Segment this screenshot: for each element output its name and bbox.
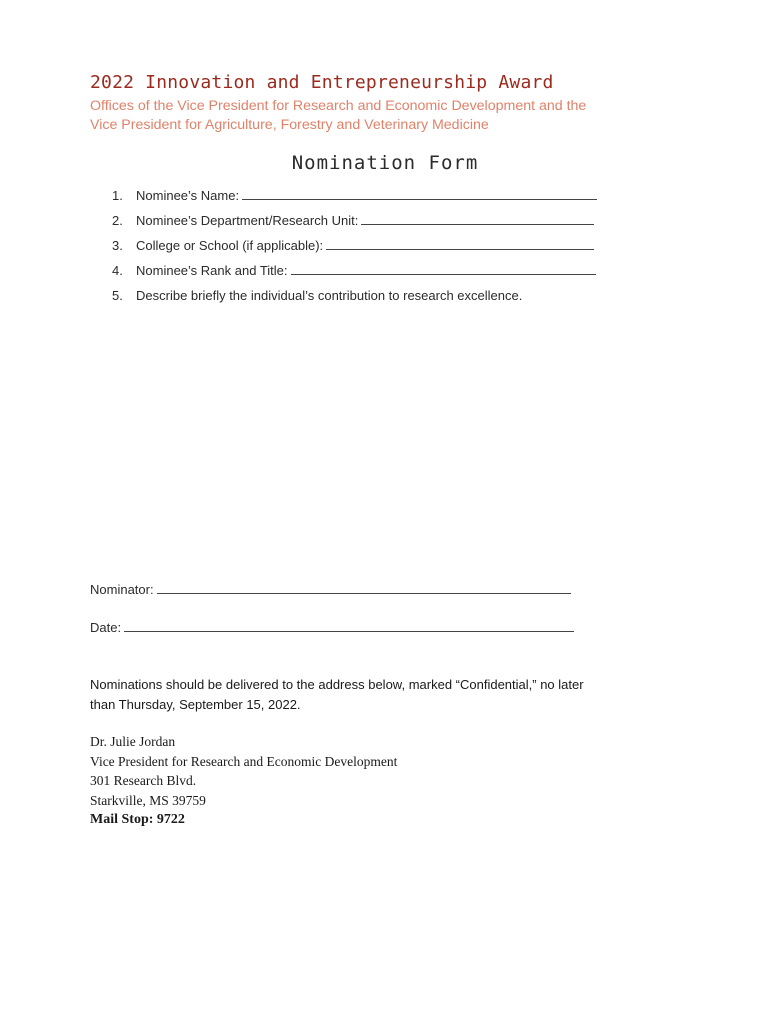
field-nominee-rank bbox=[112, 261, 597, 286]
nominee-name-line[interactable] bbox=[242, 186, 597, 200]
offices-line-2: Vice President for Agriculture, Forestry and Veterinary Medicine bbox=[90, 116, 489, 133]
nominee-department-line[interactable] bbox=[361, 211, 594, 225]
field-number: 3. bbox=[112, 238, 123, 253]
nomination-fields-list bbox=[112, 186, 597, 311]
nominator-line[interactable] bbox=[157, 580, 571, 594]
address-name: Dr. Julie Jordan bbox=[90, 734, 176, 749]
field-nominee-name bbox=[112, 186, 597, 211]
date-row bbox=[90, 618, 574, 635]
nominator-label: Nominator: bbox=[90, 582, 154, 597]
field-label: Nominee’s Name: bbox=[136, 188, 240, 203]
address-street: 301 Research Blvd. bbox=[90, 773, 197, 788]
college-school-line[interactable] bbox=[326, 236, 594, 250]
offices-subtitle bbox=[90, 97, 690, 134]
field-nominee-department bbox=[112, 211, 597, 236]
address-city: Starkville, MS 39759 bbox=[90, 792, 206, 808]
nominee-rank-line[interactable] bbox=[291, 261, 596, 275]
delivery-notice bbox=[90, 675, 690, 714]
field-label: College or School (if applicable): bbox=[136, 238, 324, 253]
mailing-address bbox=[90, 732, 397, 830]
field-label: Nominee’s Department/Research Unit: bbox=[136, 213, 359, 228]
date-line[interactable] bbox=[124, 618, 574, 632]
notice-line-1: Nominations should be delivered to the address below, marked “Confidential,” no later bbox=[90, 677, 584, 692]
offices-line-1: Offices of the Vice President for Research and Economic Development and the bbox=[90, 98, 587, 114]
field-number: 5. bbox=[112, 288, 123, 303]
field-number: 2. bbox=[112, 213, 123, 228]
field-label: Nominee’s Rank and Title: bbox=[136, 263, 288, 278]
field-number: 1. bbox=[112, 188, 123, 203]
field-number: 4. bbox=[112, 263, 123, 278]
field-contribution bbox=[112, 286, 597, 311]
award-title: 2022 Innovation and Entrepreneurship Award bbox=[90, 72, 554, 93]
form-title: Nomination Form bbox=[291, 152, 479, 174]
date-label: Date: bbox=[90, 620, 122, 635]
field-label: Describe briefly the individual’s contribution to research excellence. bbox=[136, 288, 523, 303]
address-title: Vice President for Research and Economic Development bbox=[90, 753, 398, 769]
field-college-school bbox=[112, 236, 597, 261]
address-mail-stop: Mail Stop: 9722 bbox=[90, 812, 185, 827]
nominator-row bbox=[90, 580, 571, 597]
notice-line-2: than Thursday, September 15, 2022. bbox=[90, 696, 301, 712]
